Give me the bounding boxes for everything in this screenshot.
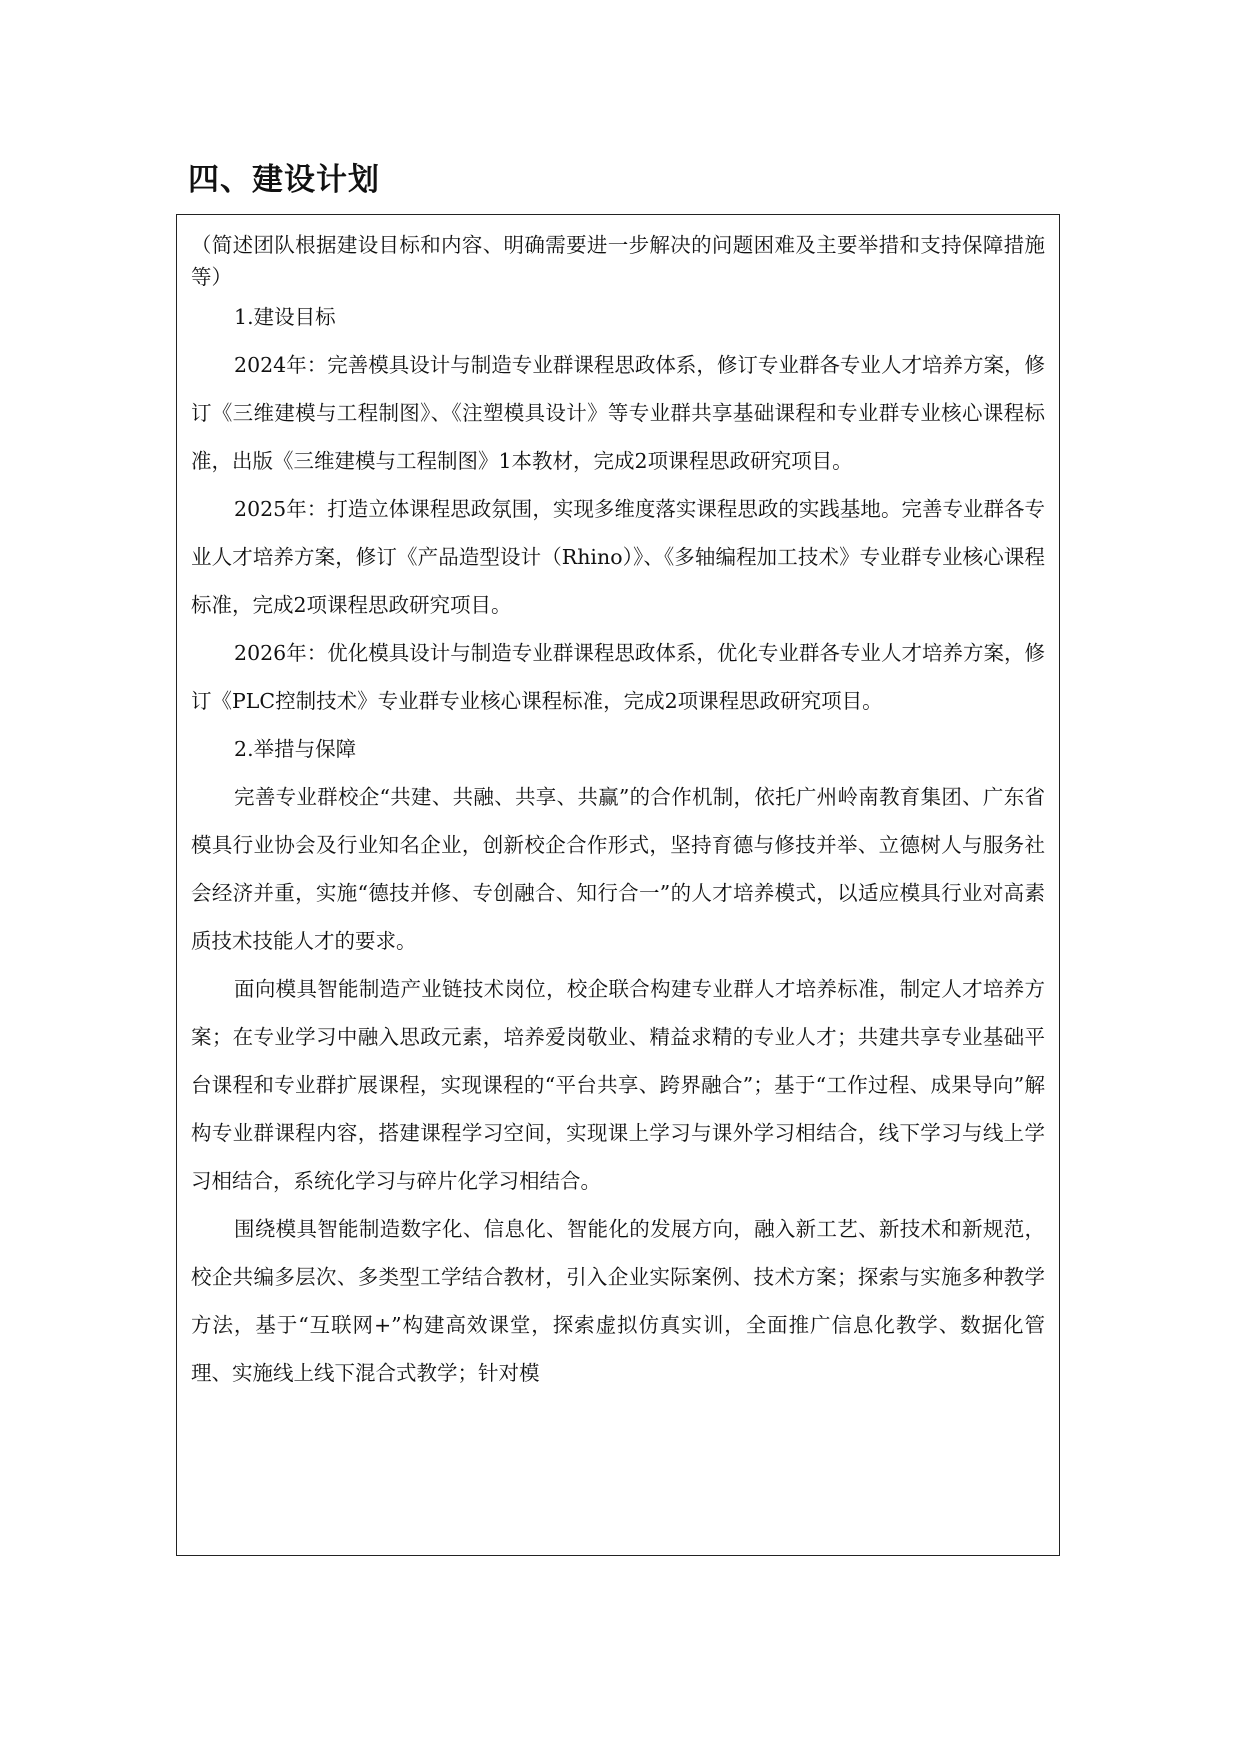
- instruction-note: （简述团队根据建设目标和内容、明确需要进一步解决的问题困难及主要举措和支持保障措施等）: [191, 233, 1045, 289]
- goal-2024-paragraph: 2024年：完善模具设计与制造专业群课程思政体系，修订专业群各专业人才培养方案，修订《三维建模与工程制图》、《注塑模具设计》等专业群共享基础课程和专业群专业核心课程标准，出版《三维建模与工程制图》1本教材，完成2项课程思政研究项目。: [191, 353, 1045, 473]
- measures-heading: 2.举措与保障: [234, 737, 357, 761]
- measures-paragraph-teaching: 围绕模具智能制造数字化、信息化、智能化的发展方向，融入新工艺、新技术和新规范，校企共编多层次、多类型工学结合教材，引入企业实际案例、技术方案；探索与实施多种教学方法，基于“互联网+”构建高效课堂，探索虚拟仿真实训，全面推广信息化教学、数据化管理、实施线上线下混合式教学；针对模: [191, 1217, 1045, 1385]
- measures-paragraph-curriculum: 面向模具智能制造产业链技术岗位，校企联合构建专业群人才培养标准，制定人才培养方案；在专业学习中融入思政元素，培养爱岗敬业、精益求精的专业人才；共建共享专业基础平台课程和专业群扩展课程，实现课程的“平台共享、跨界融合”；基于“工作过程、成果导向”解构专业群课程内容，搭建课程学习空间，实现课上学习与课外学习相结合，线下学习与线上学习相结合，系统化学习与碎片化学习相结合。: [191, 977, 1045, 1193]
- goal-2026-paragraph: 2026年：优化模具设计与制造专业群课程思政体系，优化专业群各专业人才培养方案，修订《PLC控制技术》专业群专业核心课程标准，完成2项课程思政研究项目。: [191, 641, 1045, 713]
- goals-heading: 1.建设目标: [234, 305, 336, 329]
- section-heading: 四、建设计划: [188, 162, 380, 198]
- measures-paragraph-cooperation: 完善专业群校企“共建、共融、共享、共赢”的合作机制，依托广州岭南教育集团、广东省模具行业协会及行业知名企业，创新校企合作形式，坚持育德与修技并举、立德树人与服务社会经济并重，实施“德技并修、专创融合、知行合一”的人才培养模式，以适应模具行业对高素质技术技能人才的要求。: [191, 785, 1045, 953]
- goal-2025-paragraph: 2025年：打造立体课程思政氛围，实现多维度落实课程思政的实践基地。完善专业群各专业人才培养方案，修订《产品造型设计（Rhino）》、《多轴编程加工技术》专业群专业核心课程标准，完成2项课程思政研究项目。: [191, 497, 1045, 617]
- construction-plan-box: [176, 214, 1060, 1556]
